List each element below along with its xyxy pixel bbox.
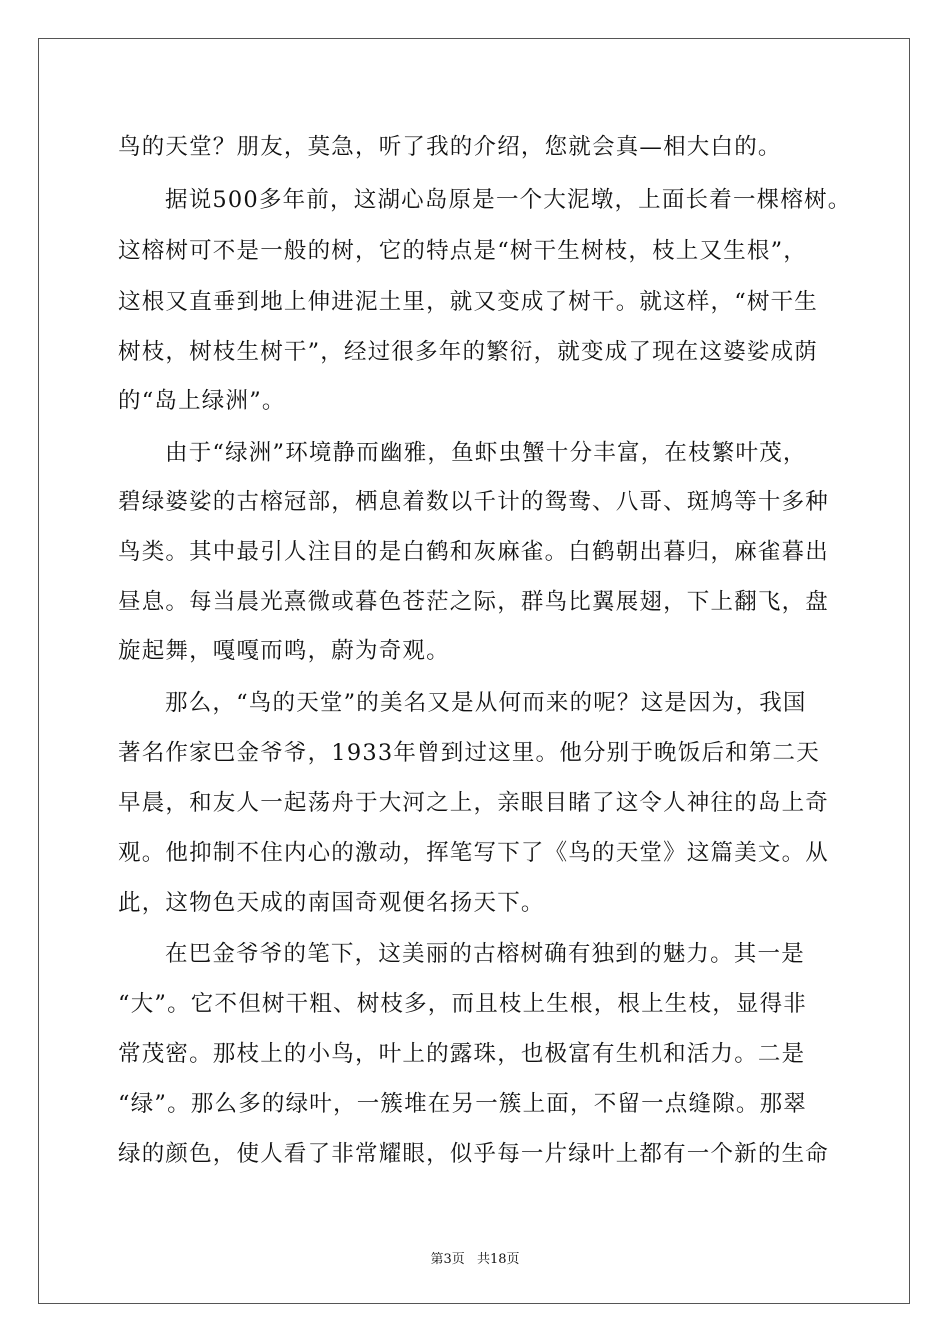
text-line: 著名作家巴金爷爷，1933年曾到过这里。他分别于晚饭后和第二天 — [118, 740, 820, 766]
text-line: 据说500多年前，这湖心岛原是一个大泥墩，上面长着一棵榕树。 — [165, 187, 852, 213]
text-line: 常茂密。那枝上的小鸟，叶上的露珠，也极富有生机和活力。二是 — [118, 1041, 806, 1067]
text-line: “大”。它不但树干粗、树枝多，而且枝上生根，根上生枝，显得非 — [118, 991, 808, 1017]
text-line: 这榕树可不是一般的树，它的特点是“树干生树枝，枝上又生根”， — [118, 238, 808, 264]
text-line: 鸟类。其中最引人注目的是白鹤和灰麻雀。白鹤朝出暮归，麻雀暮出 — [118, 539, 830, 565]
text-line: “绿”。那么多的绿叶，一簇堆在另一簇上面，不留一点缝隙。那翠 — [118, 1091, 808, 1117]
text-line: 这根又直垂到地上伸进泥土里，就又变成了树干。就这样，“树干生 — [118, 289, 819, 315]
page-number: 第3页 — [430, 1252, 465, 1267]
page-total: 共18页 — [476, 1252, 520, 1267]
text-line: 碧绿婆娑的古榕冠部，栖息着数以千计的鸳鸯、八哥、斑鸠等十多种 — [118, 489, 830, 515]
text-line: 早晨，和友人一起荡舟于大河之上，亲眼目睹了这令人神往的岛上奇 — [118, 790, 830, 816]
text-line: 在巴金爷爷的笔下，这美丽的古榕树确有独到的魅力。其一是 — [165, 941, 805, 967]
text-line: 由于“绿洲”环境静而幽雅，鱼虾虫蟹十分丰富，在枝繁叶茂， — [165, 440, 807, 466]
text-line: 绿的颜色，使人看了非常耀眼，似乎每一片绿叶上都有一个新的生命 — [118, 1141, 830, 1167]
text-line: 那么，“鸟的天堂”的美名又是从何而来的呢？这是因为，我国 — [165, 690, 807, 716]
text-line: 旋起舞，嘎嘎而鸣，蔚为奇观。 — [118, 638, 450, 664]
page-footer — [0, 1248, 950, 1267]
text-line: 此，这物色天成的南国奇观便名扬天下。 — [118, 890, 545, 916]
text-line: 昼息。每当晨光熹微或暮色苍茫之际，群鸟比翼展翅，下上翻飞，盘 — [118, 589, 830, 615]
text-line: 鸟的天堂？朋友，莫急，听了我的介绍，您就会真—相大白的。 — [118, 134, 782, 160]
text-line: 观。他抑制不住内心的激动，挥笔写下了《鸟的天堂》这篇美文。从 — [118, 840, 830, 866]
text-line: 树枝，树枝生树干”，经过很多年的繁衍，就变成了现在这婆娑成荫 — [118, 339, 819, 365]
text-line: 的“岛上绿洲”。 — [118, 388, 286, 414]
